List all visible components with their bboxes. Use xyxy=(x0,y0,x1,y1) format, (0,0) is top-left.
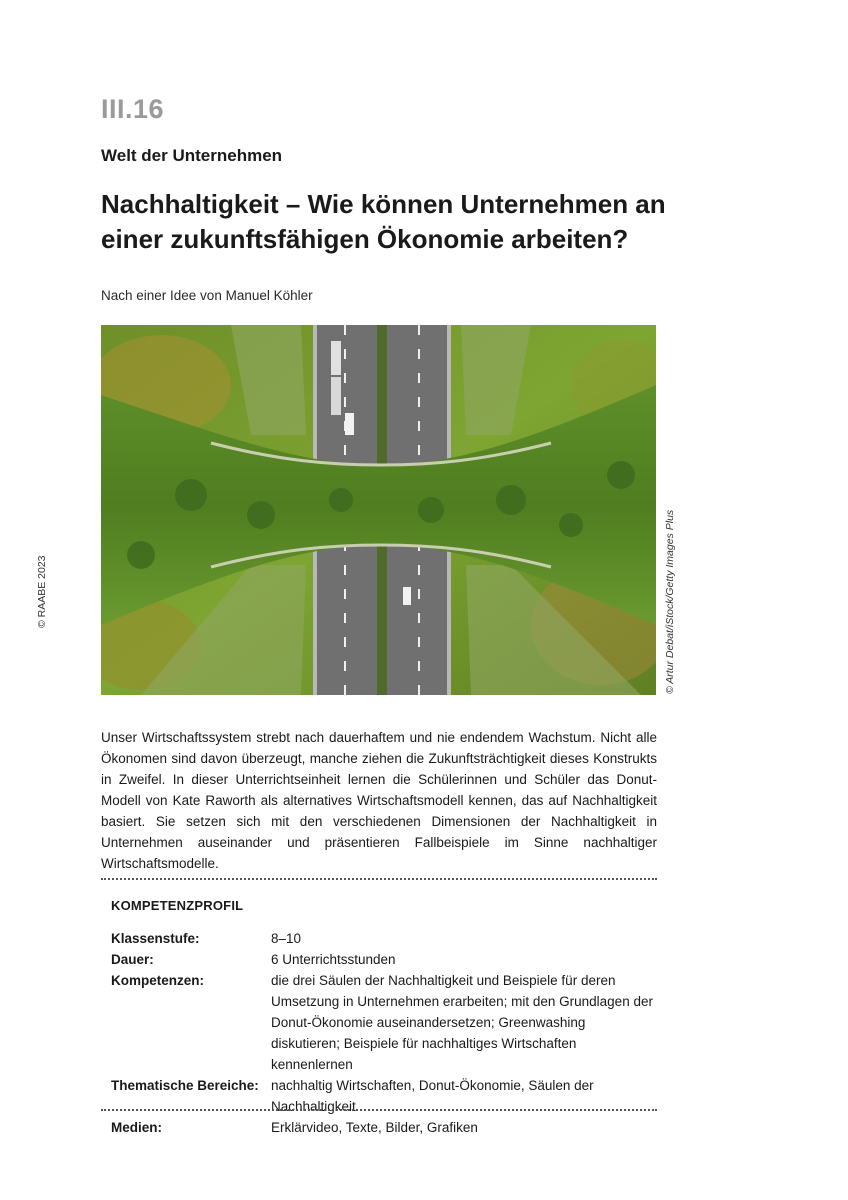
profile-key: Kompetenzen: xyxy=(111,973,205,988)
profile-row xyxy=(111,928,656,949)
profile-key: Medien: xyxy=(111,1120,163,1135)
unit-code: III.16 xyxy=(101,94,165,124)
author-line: Nach einer Idee von Manuel Köhler xyxy=(101,288,313,303)
profile-key: Klassenstufe: xyxy=(111,931,200,946)
profile-key: Dauer: xyxy=(111,952,154,967)
divider-bottom xyxy=(101,1109,657,1111)
copyright-note: © RAABE 2023 xyxy=(36,555,48,628)
profile-row xyxy=(111,1117,656,1138)
profile-value: die drei Säulen der Nachhaltigkeit und Beispiele für deren Umsetzung in Unternehmen erarbeiten; mit den Grundlagen der Donut-Ökonomie auseinandersetzen; Greenwashing diskutieren; Beispiele für nachhaltiges Wirtschaften kennenlernen xyxy=(271,973,653,1072)
wildlife-bridge-photo xyxy=(101,325,656,695)
profile-key: Thematische Bereiche: xyxy=(111,1078,259,1093)
profile-value: Erklärvideo, Texte, Bilder, Grafiken xyxy=(271,1120,478,1135)
aerial-photo-illustration xyxy=(101,325,656,695)
intro-paragraph: Unser Wirtschaftssystem strebt nach dauerhaftem und nie endendem Wachstum. Nicht alle Ökonomen sind davon überzeugt, manche ziehen die Zukunftsträchtigkeit dieses Konstrukts in Zweifel. In dieser Unterrichtseinheit lernen die Schülerinnen und Schüler das Donut-Modell von Kate Raworth als alternatives Wirtschaftsmodell kennen, das auf Nachhaltigkeit basiert. Sie setzen sich mit den verschiedenen Dimensionen der Nachhaltigkeit in Unternehmen auseinander und präsentieren Fallbeispiele im Sinne nachhaltiger Wirtschaftsmodelle. xyxy=(101,730,657,871)
profile-heading: KOMPETENZPROFIL xyxy=(111,898,244,913)
profile-value: 6 Unterrichtsstunden xyxy=(271,952,396,967)
profile-row xyxy=(111,949,656,970)
profile-row xyxy=(111,970,656,1075)
page-title: Nachhaltigkeit – Wie können Unternehmen an einer zukunftsfähigen Ökonomie arbeiten? xyxy=(101,189,666,254)
profile-value: 8–10 xyxy=(271,931,302,946)
divider-top xyxy=(101,878,657,880)
profile-value: nachhaltig Wirtschaften, Donut-Ökonomie, Säulen der Nachhaltigkeit xyxy=(271,1078,594,1114)
series-label: Welt der Unternehmen xyxy=(101,146,283,165)
competence-profile-table xyxy=(111,928,656,1138)
photo-credit: © Artur Debat/iStock/Getty Images Plus xyxy=(664,509,676,694)
